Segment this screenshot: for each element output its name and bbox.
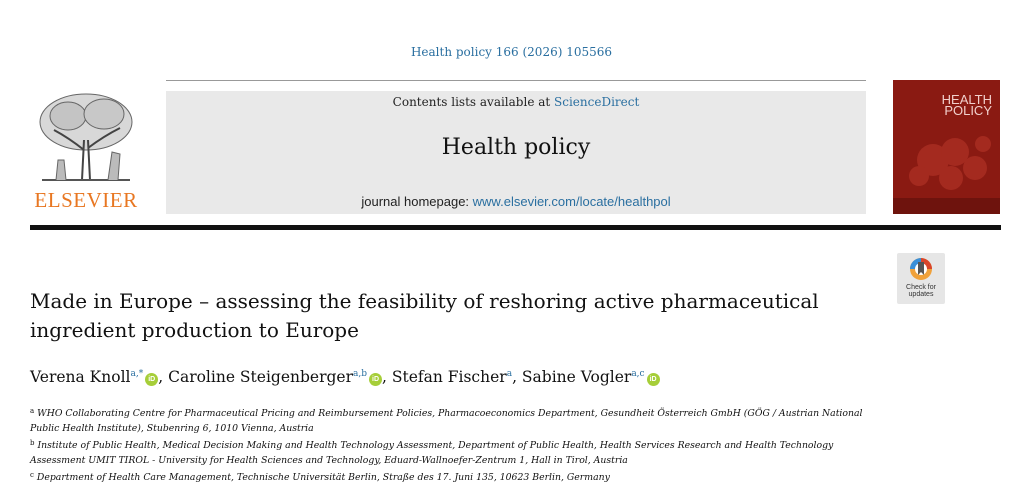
affiliation-text: WHO Collaborating Centre for Pharmaceutical Pricing and Reimbursement Policies, Pharmacoeconomics Department, Gesundheit Österreich GmbH (GÖG / Austrian National Public Health Institute), Stubenring 6, 1010 Vienna, Austria (30, 408, 863, 434)
affiliation-text: Institute of Public Health, Medical Decision Making and Health Technology Assessment, Department of Public Health, Health Services Research and Health Technology Assessment UMIT TIROL - University for Health Sciences and Technology, Eduard-Wallnoefer-Zentrum 1, Hall in Tirol, Austria (30, 440, 834, 466)
homepage-line (166, 194, 866, 209)
affiliation-text: Department of Health Care Management, Technische Universität Berlin, Straße des 17. Juni 135, 10623 Berlin, Germany (36, 472, 610, 483)
badge-label (897, 284, 945, 298)
affiliation-label: c (30, 471, 34, 479)
cover-title-line1: HEALTH (941, 92, 992, 107)
homepage-prefix: journal homepage: (361, 194, 473, 209)
header-divider (166, 80, 866, 81)
affiliation-label: a (30, 407, 35, 415)
crossmark-icon (909, 257, 933, 281)
cover-title-line2: POLICY (944, 103, 992, 118)
orcid-icon[interactable]: iD (369, 373, 382, 386)
author-list: Verena Knoll$^{a,*}$iD , Caroline Steigenberger$^{a,b}$iD , Stefan Fischer$^a$, Sabine Vogler$^{a,c}$iD (30, 368, 930, 386)
badge-line2: updates (908, 291, 934, 298)
article-title: Made in Europe – assessing the feasibility of reshoring active pharmaceutical ingredient production to Europe (30, 289, 819, 342)
author-name[interactable]: Sabine Vogler (521, 368, 632, 386)
affiliation-item (30, 404, 890, 436)
contents-prefix: Contents lists available at (392, 95, 555, 109)
affiliation-item (30, 436, 890, 468)
elsevier-wordmark: ELSEVIER (34, 188, 138, 212)
cover-title (942, 94, 992, 116)
author-affil-marker[interactable]: a,* (130, 369, 144, 379)
author-affil-marker[interactable]: a (506, 369, 513, 379)
elsevier-tree-icon (34, 90, 138, 185)
contents-line (166, 95, 866, 109)
badge-line1: Check for (906, 284, 936, 291)
homepage-link[interactable]: www.elsevier.com/locate/healthpol (472, 194, 671, 209)
journal-citation[interactable]: Health policy 166 (2026) 105566 (410, 45, 613, 59)
journal-title: Health policy (441, 135, 591, 160)
author-name[interactable]: Verena Knoll (30, 368, 131, 386)
elsevier-logo[interactable] (30, 90, 140, 215)
affiliation-label: b (30, 439, 35, 447)
author-name[interactable]: Caroline Steigenberger (168, 368, 353, 386)
journal-cover[interactable] (893, 80, 1000, 214)
orcid-icon[interactable]: iD (145, 373, 158, 386)
author-affil-marker[interactable]: a,c (631, 369, 645, 379)
header-rule (30, 225, 1001, 230)
author-affil-marker[interactable]: a,b (353, 369, 367, 379)
affiliations (30, 404, 890, 485)
author-name[interactable]: Stefan Fischer (391, 368, 507, 386)
orcid-icon[interactable]: iD (647, 373, 660, 386)
sciencedirect-link[interactable]: ScienceDirect (554, 95, 640, 109)
journal-masthead (166, 91, 866, 214)
affiliation-item (30, 468, 890, 485)
check-for-updates-button[interactable] (897, 253, 945, 304)
